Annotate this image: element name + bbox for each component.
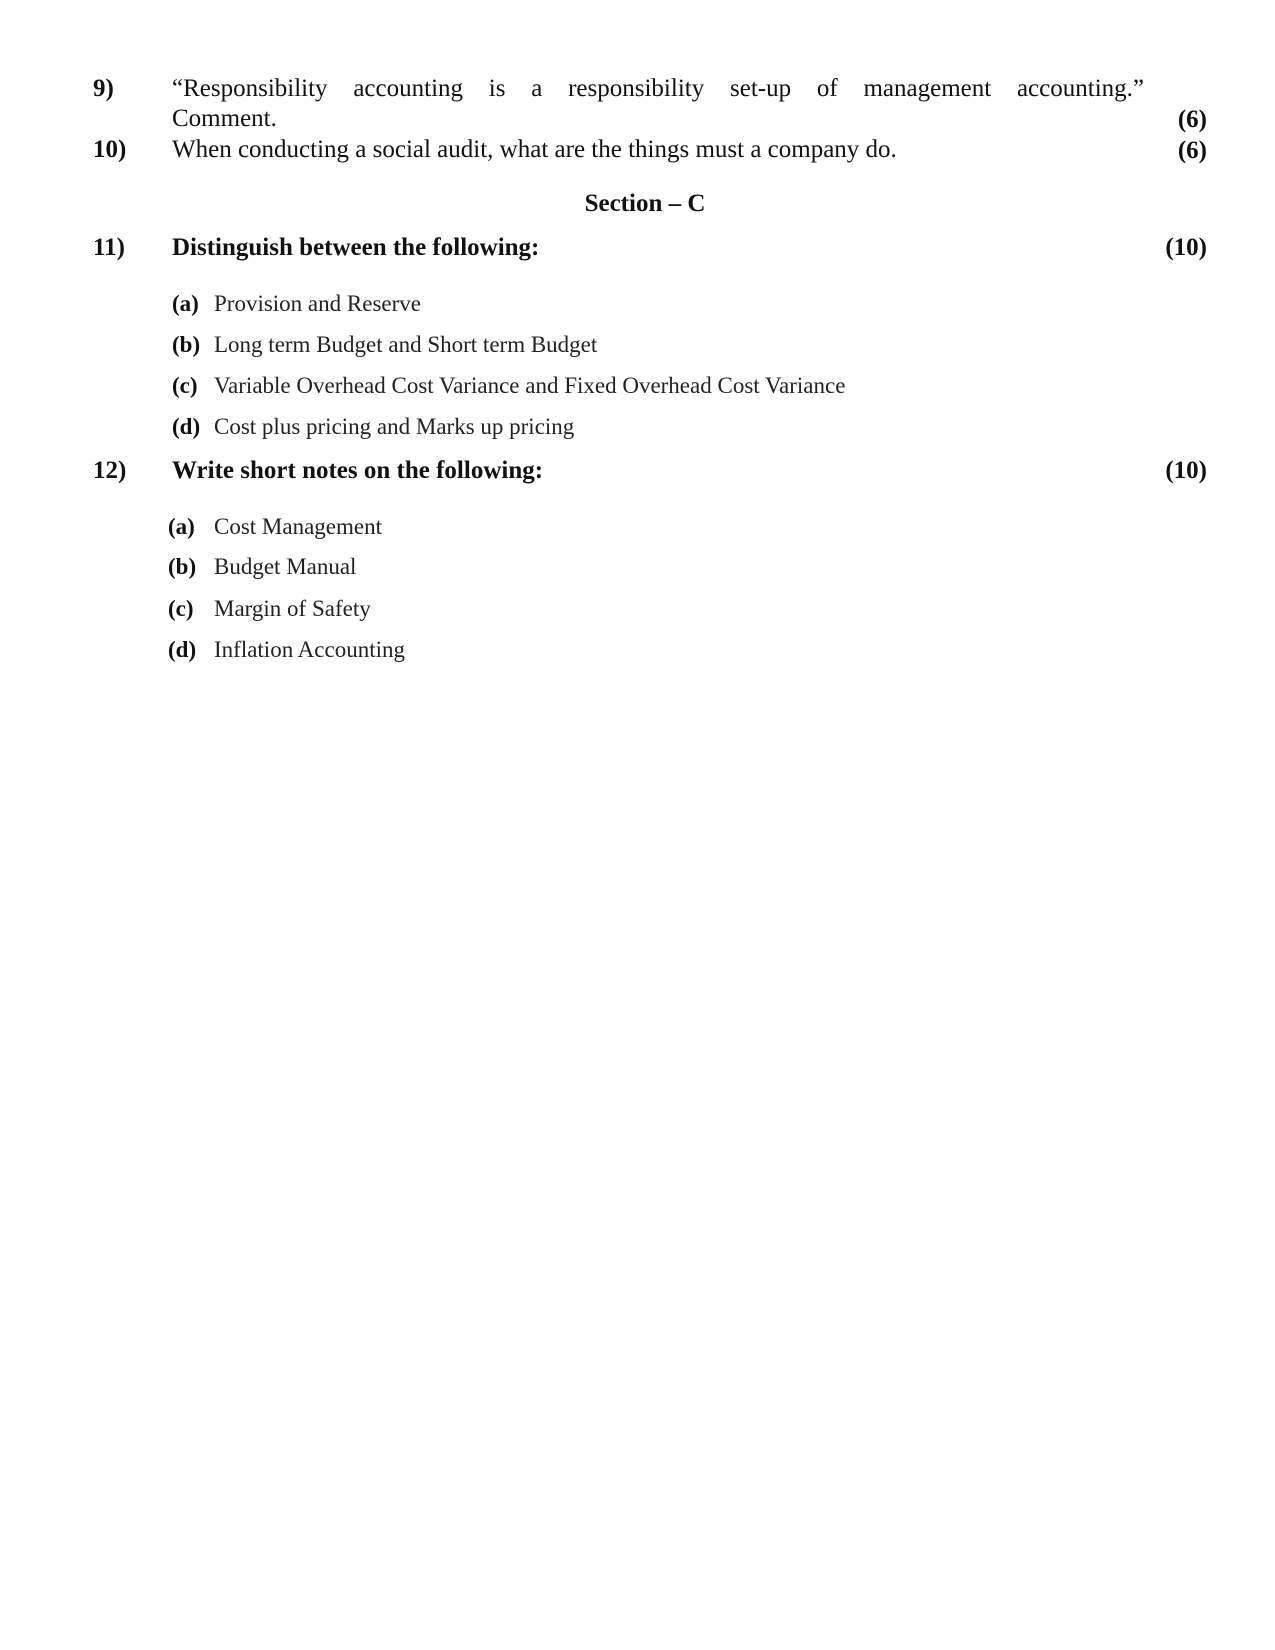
q11-item-label: (d) (172, 414, 201, 439)
q11-item-label: (a) (172, 291, 199, 316)
q12-item-text: Margin of Safety (214, 596, 371, 621)
question-11-number: 11) (93, 234, 125, 261)
q11-item-label: (b) (172, 332, 201, 357)
q11-item-text: Long term Budget and Short term Budget (214, 332, 598, 357)
question-12-number: 12) (93, 457, 127, 484)
question-10-text: When conducting a social audit, what are the things must a company do. (172, 136, 897, 163)
question-12-prompt: Write short notes on the following: (172, 457, 544, 484)
q12-item-label: (d) (168, 637, 197, 662)
q12-item-label: (a) (168, 514, 195, 539)
q11-item-text: Variable Overhead Cost Variance and Fixed Overhead Cost Variance (214, 373, 846, 398)
q12-item-text: Cost Management (214, 514, 382, 539)
q11-item-text: Provision and Reserve (214, 291, 421, 316)
q12-item-label: (c) (168, 596, 194, 621)
question-12-marks: (10) (1165, 457, 1207, 484)
question-9-text-line1: “Responsibility accounting is a responsibility set-up of management accounting.” (172, 75, 1144, 102)
q12-item-text: Budget Manual (214, 554, 357, 579)
question-11-prompt: Distinguish between the following: (172, 234, 540, 261)
question-9-marks: (6) (1177, 106, 1207, 133)
question-9-number: 9) (93, 75, 114, 102)
question-10-number: 10) (93, 136, 127, 163)
question-10-marks: (6) (1177, 137, 1207, 164)
q12-item-label: (b) (168, 554, 197, 579)
q11-item-label: (c) (172, 373, 198, 398)
question-11-marks: (10) (1165, 234, 1207, 261)
q11-item-text: Cost plus pricing and Marks up pricing (214, 414, 575, 439)
question-9-text-line2: Comment. (172, 105, 277, 132)
q12-item-text: Inflation Accounting (214, 637, 405, 662)
section-title: Section – C (584, 190, 706, 217)
